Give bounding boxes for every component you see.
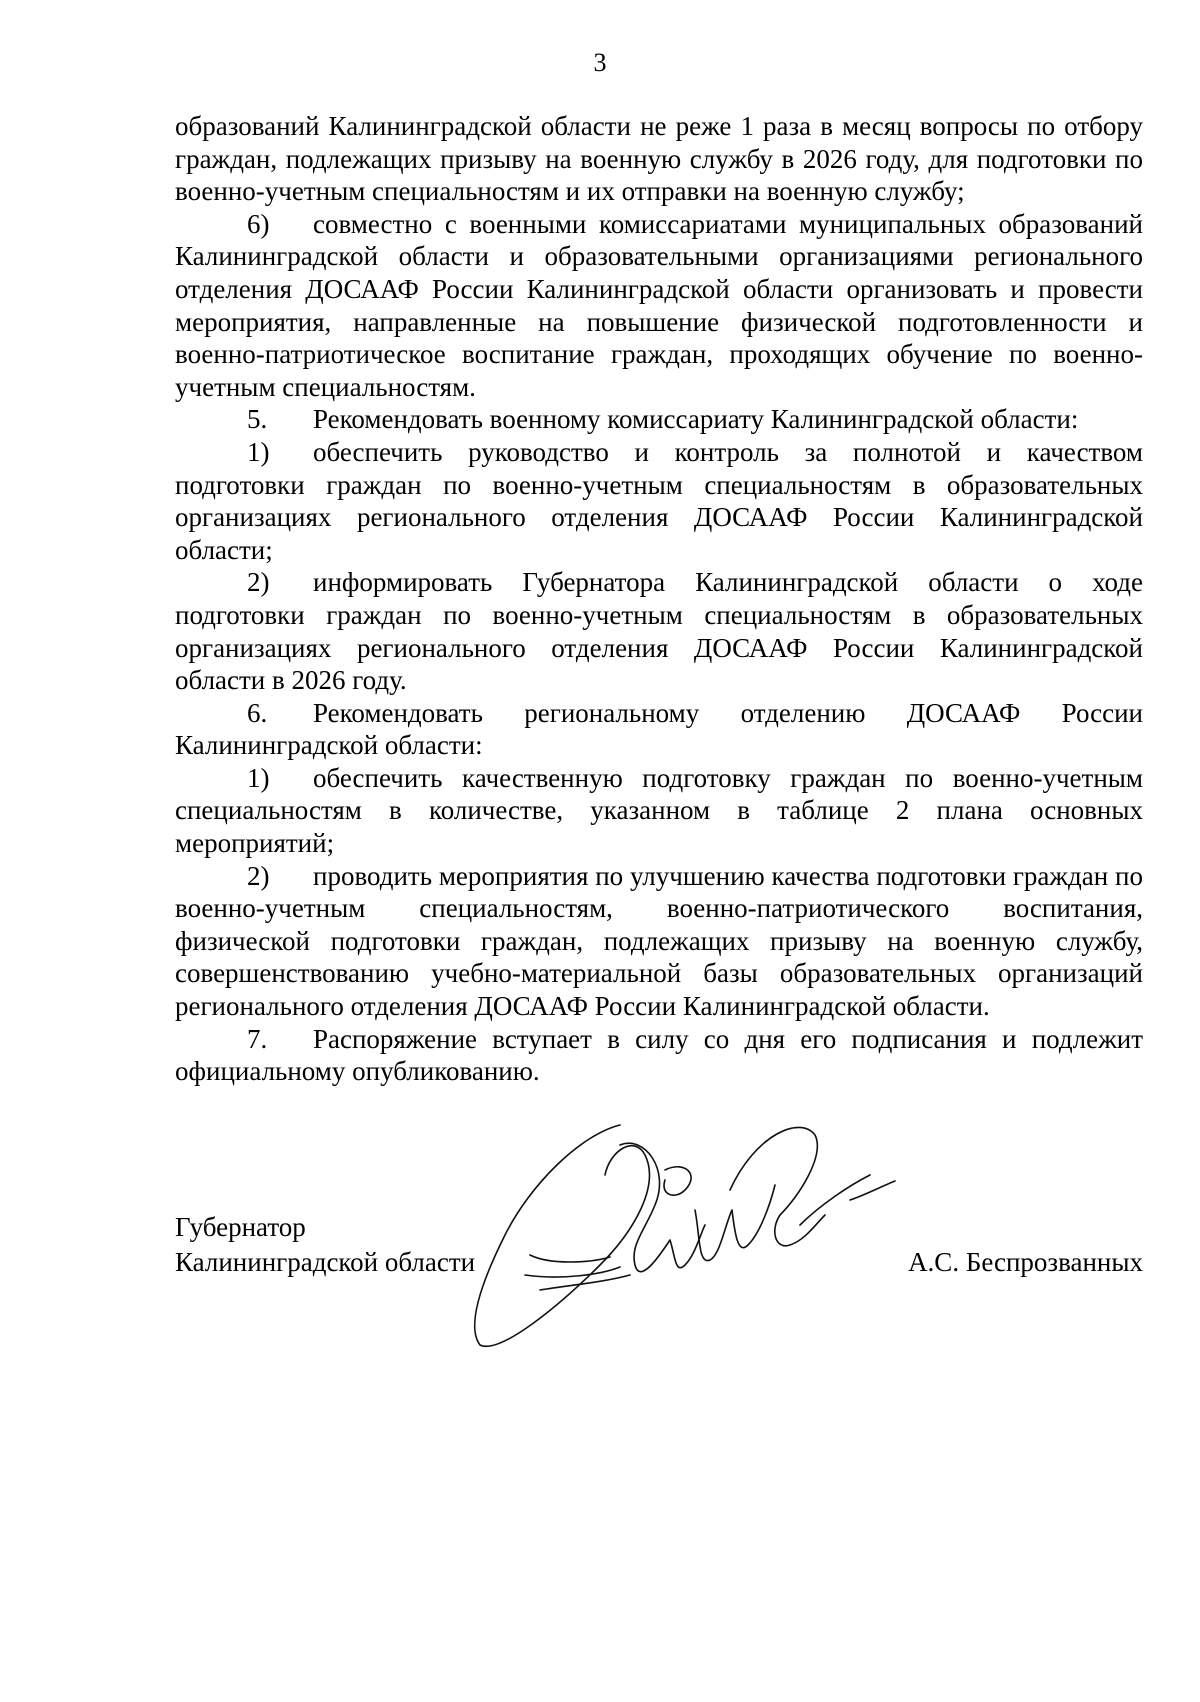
list-item-6	[175, 208, 1143, 404]
paragraph-text: обеспечить руководство и контроль за полнотой и качеством подготовки граждан по военно-учетным специальностям в образовательных организациях регионального отделения ДОСААФ России Калининградской области;	[175, 436, 1143, 565]
item-number: 2)	[247, 860, 270, 891]
item-number: 6.	[247, 697, 268, 728]
paragraph-text: Рекомендовать военному комиссариату Калининградской области:	[313, 404, 1079, 435]
clause-5-item-1	[175, 436, 1143, 566]
item-number: 5.	[247, 404, 268, 435]
clause-6-item-2	[175, 860, 1143, 1023]
signer-title-line-2: Калининградской области	[175, 1247, 476, 1277]
clause-6	[175, 697, 1143, 762]
paragraph-text: проводить мероприятия по улучшению качества подготовки граждан по военно-учетным специальностям, военно-патриотического воспитания, физической подготовки граждан, подлежащих призыву на военную службу, совершенствованию учебно-материальной базы образовательных организаций регионального отделения ДОСААФ России Калининградской области.	[175, 860, 1143, 1022]
paragraph-continuation	[175, 110, 1143, 208]
paragraph-text: совместно с военными комиссариатами муниципальных образований Калининградской области и образовательными организациями регионального отделения ДОСААФ России Калининградской области организовать и провести мероприятия, направленные на повышение физической подготовленности и военно-патриотическое воспитание граждан, проходящих обучение по военно-учетным специальностям.	[175, 208, 1143, 402]
paragraph-text: Рекомендовать региональному отделению ДОСААФ России Калининградской области:	[175, 697, 1143, 761]
page-number: 3	[593, 48, 607, 77]
paragraph-text: образований Калининградской области не реже 1 раза в месяц вопросы по отбору граждан, подлежащих призыву на военную службу в 2026 году, для подготовки по военно-учетным специальностям и их отправки на военную службу;	[175, 111, 1143, 207]
item-number: 2)	[247, 567, 270, 598]
item-number: 6)	[247, 208, 270, 239]
signer-title-line-1: Губернатор	[175, 1212, 306, 1242]
clause-7	[175, 1023, 1143, 1088]
item-number: 1)	[247, 436, 270, 467]
signature-block	[175, 1210, 1143, 1280]
item-number: 7.	[247, 1023, 268, 1054]
clause-5	[175, 403, 1143, 436]
clause-5-item-2	[175, 566, 1143, 696]
paragraph-text: информировать Губернатора Калининградской области о ходе подготовки граждан по военно-учетным специальностям в образовательных организациях регионального отделения ДОСААФ России Калининградской области в 2026 году.	[175, 567, 1143, 696]
signer-name: А.С. Беспрозванных	[908, 1247, 1143, 1277]
item-number: 1)	[247, 762, 270, 793]
paragraph-text: обеспечить качественную подготовку граждан по военно-учетным специальностям в количестве, указанном в таблице 2 плана основных мероприятий;	[175, 762, 1143, 859]
document-body	[175, 110, 1143, 1088]
clause-6-item-1	[175, 762, 1143, 860]
paragraph-text: Распоряжение вступает в силу со дня его подписания и подлежит официальному опубликованию.	[175, 1023, 1143, 1087]
